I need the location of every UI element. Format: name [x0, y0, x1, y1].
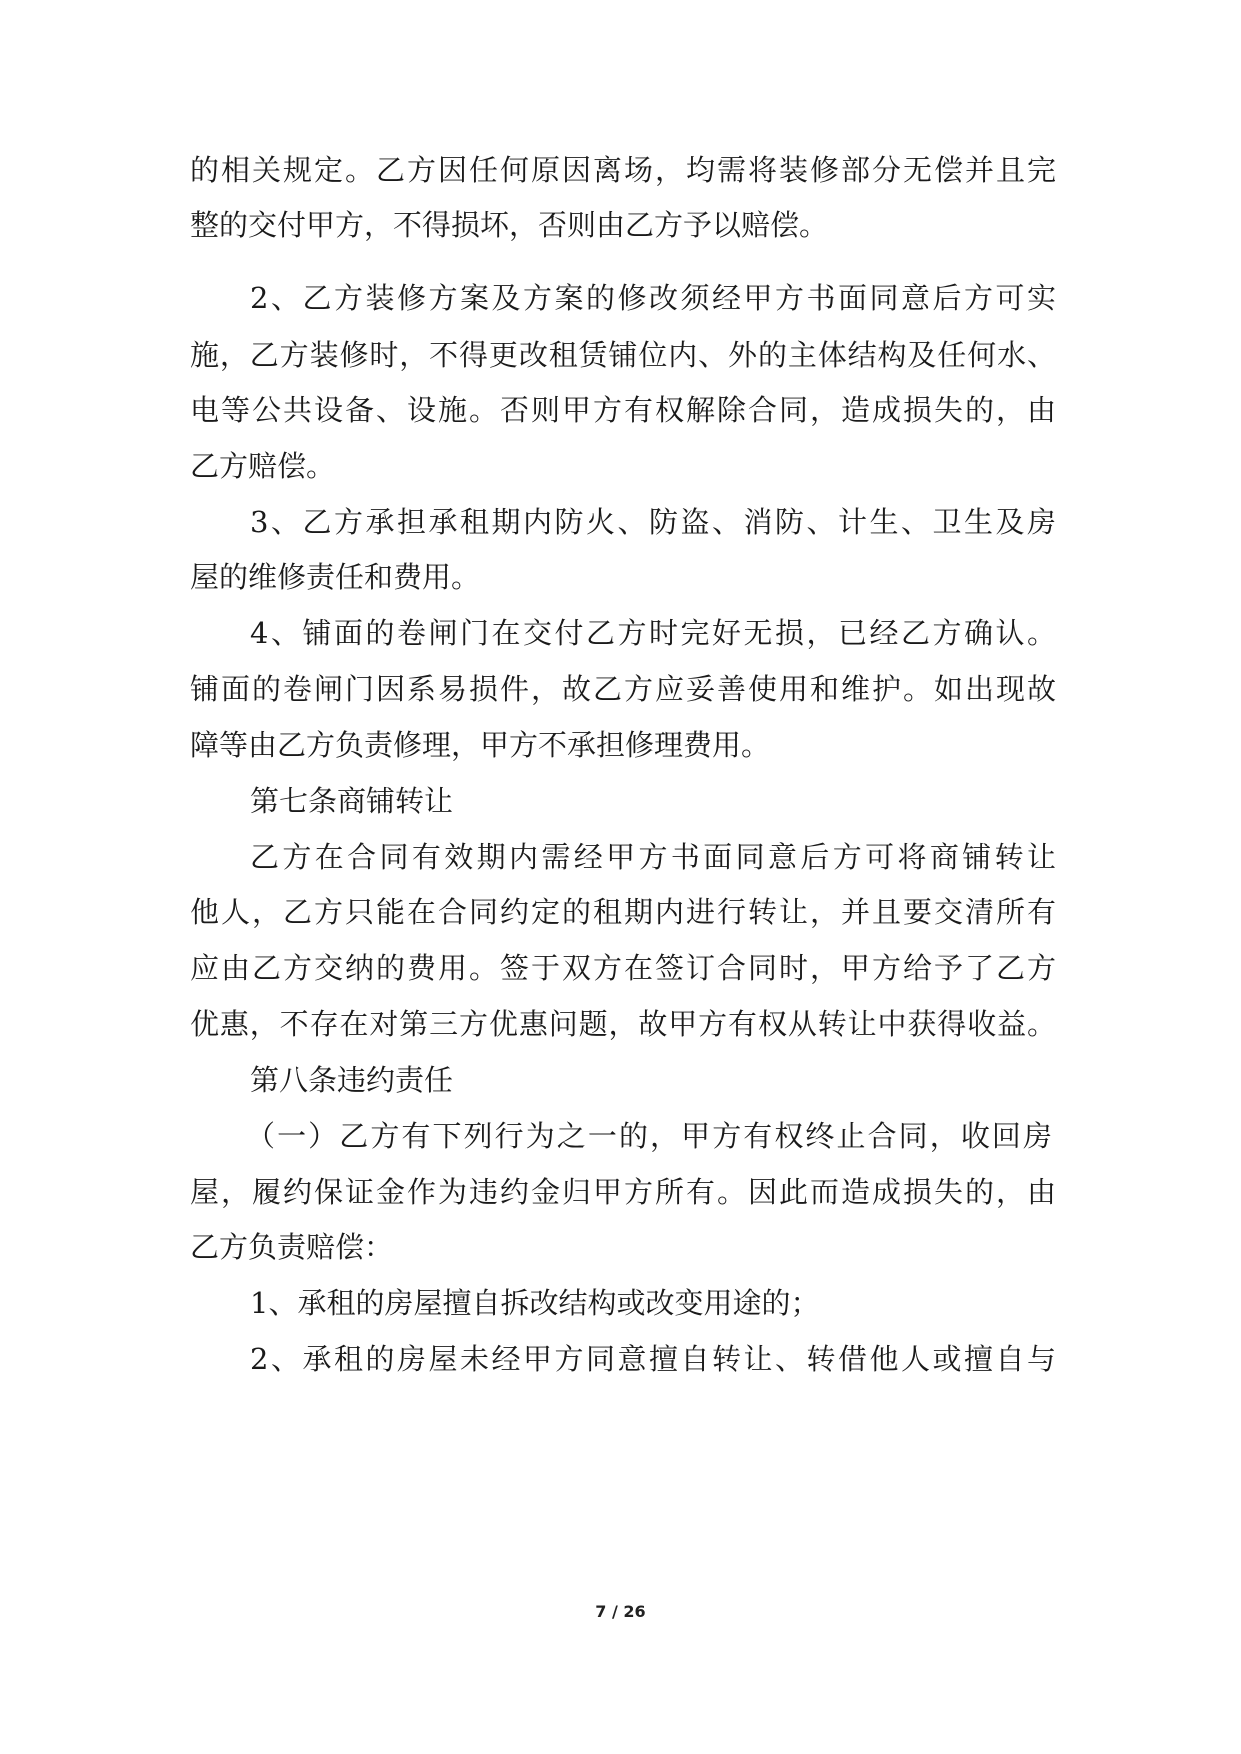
text-line: 障等由乙方负责修理，甲方不承担修理费用。 [190, 728, 771, 762]
text-line: 电等公共设备、设施。否则甲方有权解除合同，造成损失的，由 [190, 393, 1056, 427]
text-line: 应由乙方交纳的费用。签于双方在签订合同时，甲方给予了乙方 [190, 951, 1056, 985]
page-number: 7 / 26 [595, 1602, 646, 1621]
text-line: 乙方在合同有效期内需经甲方书面同意后方可将商铺转让 [250, 840, 1056, 874]
text-line: 3、乙方承担承租期内防火、防盗、消防、计生、卫生及房 [250, 505, 1056, 539]
text-line: 的相关规定。乙方因任何原因离场，均需将装修部分无偿并且完 [190, 153, 1056, 187]
text-line: 2、乙方装修方案及方案的修改须经甲方书面同意后方可实 [250, 281, 1056, 315]
text-line: 整的交付甲方，不得损坏，否则由乙方予以赔偿。 [190, 208, 829, 242]
text-line: 乙方赔偿。 [190, 449, 336, 483]
text-line: 屋的维修责任和费用。 [190, 560, 481, 594]
text-line: 1、承租的房屋擅自拆改结构或改变用途的； [250, 1286, 820, 1320]
section-heading: 第八条违约责任 [250, 1063, 454, 1097]
text-line: 施，乙方装修时，不得更改租赁铺位内、外的主体结构及任何水、 [190, 338, 1056, 372]
text-line: （一）乙方有下列行为之一的，甲方有权终止合同，收回房 [246, 1119, 1052, 1153]
text-line: 屋，履约保证金作为违约金归甲方所有。因此而造成损失的，由 [190, 1175, 1056, 1209]
section-heading: 第七条商铺转让 [250, 784, 454, 818]
text-line: 铺面的卷闸门因系易损件，故乙方应妥善使用和维护。如出现故 [190, 672, 1056, 706]
text-line: 2、承租的房屋未经甲方同意擅自转让、转借他人或擅自与 [250, 1342, 1056, 1376]
text-line: 优惠，不存在对第三方优惠问题，故甲方有权从转让中获得收益。 [190, 1007, 1056, 1041]
text-line: 他人，乙方只能在合同约定的租期内进行转让，并且要交清所有 [190, 895, 1056, 929]
text-line: 乙方负责赔偿： [190, 1230, 394, 1264]
text-line: 4、铺面的卷闸门在交付乙方时完好无损，已经乙方确认。 [250, 616, 1056, 650]
